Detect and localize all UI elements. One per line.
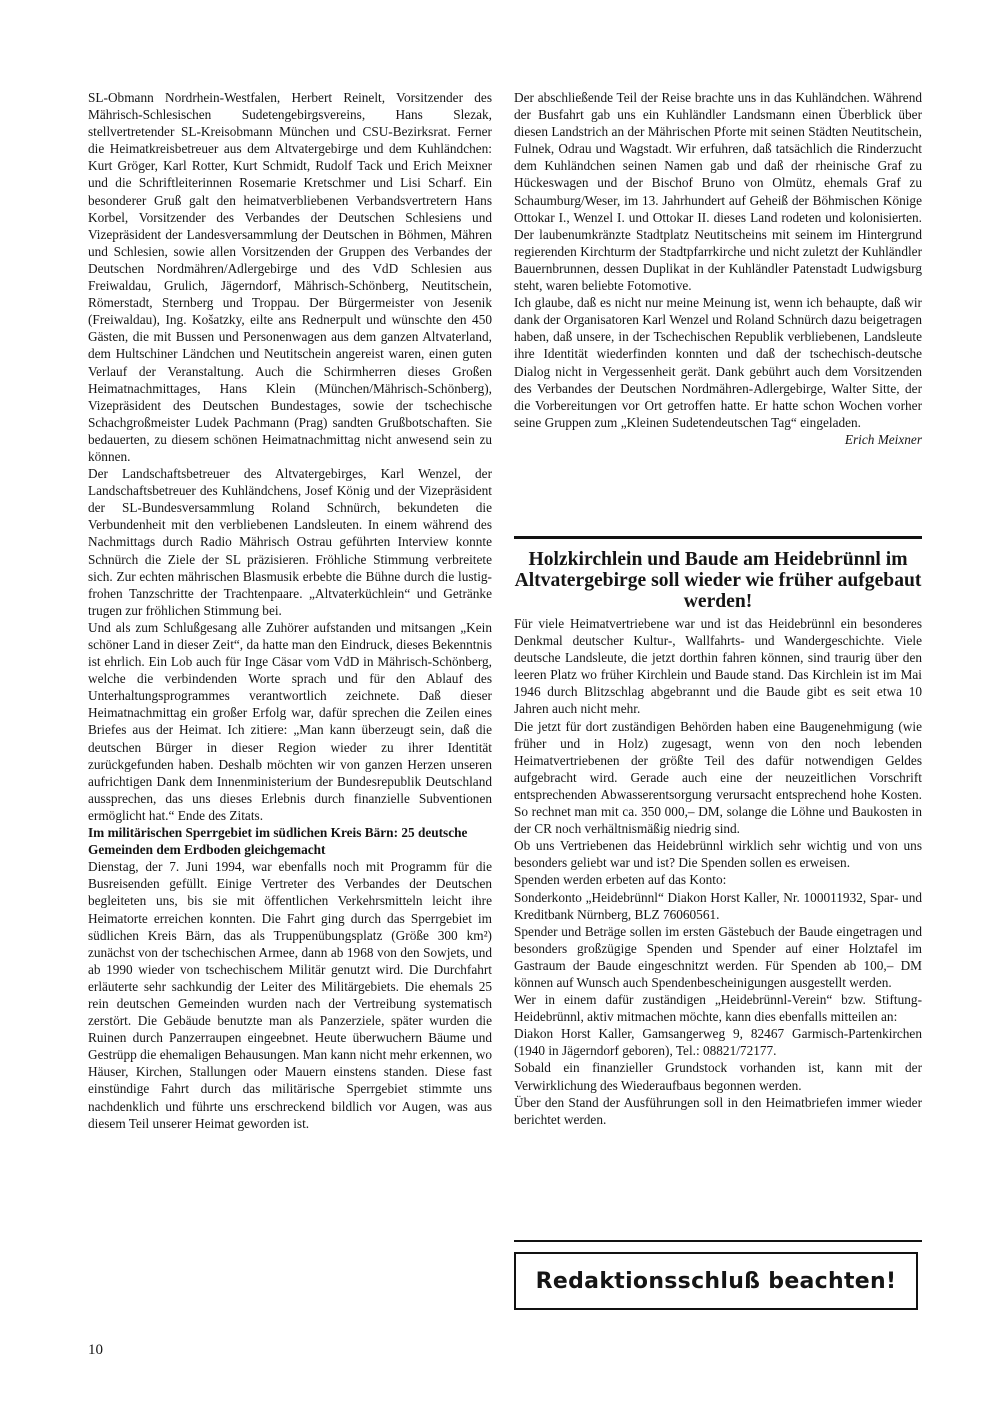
article-headline: Holzkirchlein und Baude am Heidebrünnl im Altvatergebirge soll wieder wie früher aufgebaut werden! xyxy=(514,549,922,612)
paragraph: Für viele Heimatvertriebene war und ist das Heidebrünnl ein besonderes Denkmal deutscher Kultur-, Wallfahrts- und Wandergeschichte. Viele deutsche Landsleute, die jetzt dorthin fahren können, sind traurig über den leeren Platz wo früher Kirchlein und Baude stand. Das Kirchlein ist im Mai 1946 durch Blitzschlag abgebrannt und die Baude gibt es seit etwa 10 Jahren auch nicht mehr. xyxy=(514,616,922,717)
paragraph: Spenden werden erbeten auf das Konto: xyxy=(514,872,727,888)
paragraph: Über den Stand der Ausführungen soll in den Heimatbriefen immer wieder berichtet werden. xyxy=(514,1094,922,1127)
notice-text: Redaktionsschluß beachten! xyxy=(535,1268,897,1294)
notice-box xyxy=(514,1252,918,1310)
paragraph: Diakon Horst Kaller, Gamsangerweg 9, 82467 Garmisch-Partenkirchen (1940 in Jägerndorf geboren), Tel.: 08821/72177. xyxy=(514,1026,922,1059)
paragraph: Wer in einem dafür zuständigen „Heidebrünnl-Verein“ bzw. Stiftung-Heidebrünnl, aktiv mitmachen möchte, kann dies ebenfalls mitteilen an: xyxy=(514,992,922,1025)
right-column-top xyxy=(514,89,922,448)
paragraph: Und als zum Schlußgesang alle Zuhörer aufstanden und mitsangen „Kein schöner Land in dieser Zeit“, da hatte man den Eindruck, dieses Bekenntnis ist ehrlich. Ein Lob auch für Inge Cäsar vom VdD in Mährisch-Schönberg, welche die verbindenden Worte sprach und für den Ablauf des Unterhaltungsprogrammes verantwortlich zeichnete. Daß dieser Heimatnachmittag ein großer Erfolg war, dafür sprechen die Zeilen eines Briefes aus der Heimat. Ich zitiere: „Man kann überzeugt sein, daß die deutschen Bürger in dieser Region wieder zu ihrer Identität zurückgefunden haben. Deshalb möchten wir von ganzen Herzen unseren aufrichtigen Dank dem Innenministerium der Bundesrepublik Deutschland aussprechen, das uns dieses Erlebnis durch finanzielle Subventionen ermöglicht hat.“ Ende des Zitats. xyxy=(88,619,492,823)
paragraph: Die jetzt für dort zuständigen Behörden haben eine Baugenehmigung (wie früher und in Holz) zugesagt, wenn von den noch lebenden Heimatvertriebenen der größte Teil des dafür notwendigen Geldes aufgebracht wird. Gerade auch eine der neuzeitlichen Vorschrift entsprechenden Abwasserentsorgung verursacht entsprechend hohe Kosten. So rechnet man mit ca. 350 000,– DM, solange die Löhne und Baukosten in der CR noch verhältnismäßig niedrig sind. xyxy=(514,718,922,837)
paragraph: Sonderkonto „Heidebrünnl“ Diakon Horst Kaller, Nr. 100011932, Spar- und Kreditbank Nürnberg, BLZ 76060561. xyxy=(514,889,922,922)
author-signature: Erich Meixner xyxy=(844,431,922,447)
section-divider xyxy=(514,536,922,539)
page-number: 10 xyxy=(88,1342,103,1358)
subheading: Im militärischen Sperrgebiet im südlichen Kreis Bärn: 25 deutsche Gemeinden dem Erdboden gleichgemacht xyxy=(88,825,468,858)
paragraph: Sobald ein finanzieller Grundstock vorhanden ist, kann mit der Verwirklichung des Wiederaufbaus begonnen werden. xyxy=(514,1060,922,1093)
left-column xyxy=(88,89,492,1132)
paragraph: Spender und Beträge sollen im ersten Gästebuch der Baude eingetragen und besonders großzügige Spenden und Spender auf einer Holztafel im Gastraum der Baude eingeschnitzt werden. Für Spenden ab 100,– DM können auf Wunsch auch Spendenbescheinigungen ausgestellt werden. xyxy=(514,923,922,990)
paragraph: Dienstag, der 7. Juni 1994, war ebenfalls noch mit Programm für die Busreisenden gefüllt. Einige Vertreter des Verbandes der Deutschen begleiteten uns, bis sie mit öffentlichen Verkehrsmitteln leicht ihre Heimatorte erreichen konnten. Die Fahrt ging durch das Sperrgebiet im südlichen Kreis Bärn, das als Truppenübungsplatz (Größe 300 km²) zunächst von der tschechischen Armee, dann ab 1968 von den Sowjets, und ab 1990 wieder von tschechischem Militär genutzt wird. Die Durchfahrt erläuterte sehr sachkundig der Leiter des Militärgebiets. Die ehemals 25 rein deutschen Gemeinden wurden nach der Vertreibung systematisch zerstört. Die Gebäude benutzte man als Panzerziele, später wurden die Ruinen durch Panzerraupen eingeebnet. Heute überwuchern Bäume und Gestrüpp die ehemaligen Behausungen. Man kann nicht mehr erkennen, wo Häuser, Kirchen, Stallungen oder Mauern einstens standen. Diese fast einstündige Fahrt durch das militärische Sperrgebiet stimmte uns nachdenklich und führte uns erschreckend bildlich vor Augen, was aus diesem Teil unserer Heimat geworden ist. xyxy=(88,859,492,1131)
paragraph: Der Landschaftsbetreuer des Altvatergebirges, Karl Wenzel, der Landschaftsbetreuer des Kuhländchens, Josef König und der Vizepräsident der SL-Bundesversammlung Roland Schnürch, bekundeten die Verbundenheit mit den verbliebenen Landsleuten. In einem während des Nachmittags durch Radio Mährisch Ostrau geführten Interview konnte Schnürch die Ziele der SL präzisieren. Fröhliche Stimmung verbreitete sich. Zur echten mährischen Blasmusik erbebte die Bühne durch die lustig-frohen Tanzschritte der Trachtenpaare. „Altvaterküchlein“ und Getränke trugen zur fröhlichen Stimmung bei. xyxy=(88,466,492,618)
paragraph: Ich glaube, daß es nicht nur meine Meinung ist, wenn ich behaupte, daß wir dank der Organisatoren Karl Wenzel und Roland Schnürch dazu beigetragen haben, daß unsere, in der Tschechischen Republik verbliebenen, Landsleute ihre Identität wiederfinden konnten und daß der tschechisch-deutsche Dialog nicht in Vergessenheit gerät. Dank gebührt auch dem Vorsitzenden des Verbandes der Deutschen Nordmähren-Adlergebirge, Walter Sitte, der die Vorbereitungen vor Ort getroffen hatte. Er hatte schon Wochen vorher seine Gruppen zum „Kleinen Sudetendeutschen Tag“ eingeladen. xyxy=(514,295,922,430)
paragraph: Ob uns Vertriebenen das Heidebrünnl wirklich sehr wichtig und von uns besonders geliebt war und ist? Die Spenden sollen es erweisen. xyxy=(514,838,922,871)
notice-divider xyxy=(514,1240,922,1242)
paragraph: SL-Obmann Nordrhein-Westfalen, Herbert Reinelt, Vorsitzender des Mährisch-Schlesischen Sudetengebirgsvereins, Hans Slezak, stellvertretender SL-Kreisobmann München und CSU-Bezirksrat. Ferner die Heimatkreisbetreuer aus dem Altvatergebirge und dem Kuhländchen: Kurt Gröger, Karl Rotter, Kurt Schmidt, Rudolf Tack und Erich Meixner und die Schriftleiterinnen Rosemarie Kretschmer und Lisi Scharf. Ein besonderer Gruß galt den heimatverbliebenen Verbandsvertretern Hans Korbel, Vorsitzender des Verbandes der Deutschen Schlesiens und Vizepräsident der Landesversammlung der Deutschen in Böhmen, Mähren und Schlesien, sowie allen Vorsitzenden der Gruppen des Verbandes der Deutschen Nordmähren/Adlergebirge und des VdD Schlesien aus Freiwaldau, Grulich, Jägerndorf, Mährisch-Schönberg, Neutitschein, Römerstadt, Sternberg und Troppau. Der Bürgermeister von Jesenik (Freiwaldau), Ing. Košatzky, eilte ans Rednerpult und wünschte den 450 Gästen, die mit Bussen und Personenwagen aus dem ganzen Altvaterland, dem Hultschiner Ländchen und Neutitschein angereist waren, einen guten Verlauf der Veranstaltung. Auch die Schirmherren dieses Großen Heimatnachmittages, Hans Klein (München/Mährisch-Schönberg), Vizepräsident des Deutschen Bundestages, sowie der tschechische Schachgroßmeister Ludek Pachmann (Prag) sandten Grußbotschaften. Sie bedauerten, zu diesem schönen Heimatnachmittag nicht anwesend sein zu können. xyxy=(88,90,492,464)
author-line xyxy=(514,431,922,448)
article-body xyxy=(514,615,922,1128)
paragraph: Der abschließende Teil der Reise brachte uns in das Kuhländchen. Während der Busfahrt gab uns ein Kuhländler Landsmann einen Überblick über diesen Landstrich an der Mährischen Pforte mit seinen Städten Neutitschein, Fulnek, Odrau und Wagstadt. Wir erfuhren, daß tatsächlich die Rinderzucht dem Kuhländchen seinen Namen gab und daß der rheinische Graf zu Hückeswagen und der Bischof Bruno von Olmütz, ehemals Graf zu Schaumburg/Weser, im 13. Jahrhundert auf Geheiß der Böhmischen Könige Ottokar I., Wenzel I. und Ottokar II. dieses Land rodeten und kolonisierten. Der laubenumkränzte Stadtplatz Neutitscheins mit seinem im Hintergrund regierenden Kirchturm der Stadtpfarrkirche und nicht zuletzt der Kuhländler Bauernbrunnen, dessen Duplikat in der Kuhländler Patenstadt Ludwigsburg steht, waren beliebte Fotomotive. xyxy=(514,90,922,294)
